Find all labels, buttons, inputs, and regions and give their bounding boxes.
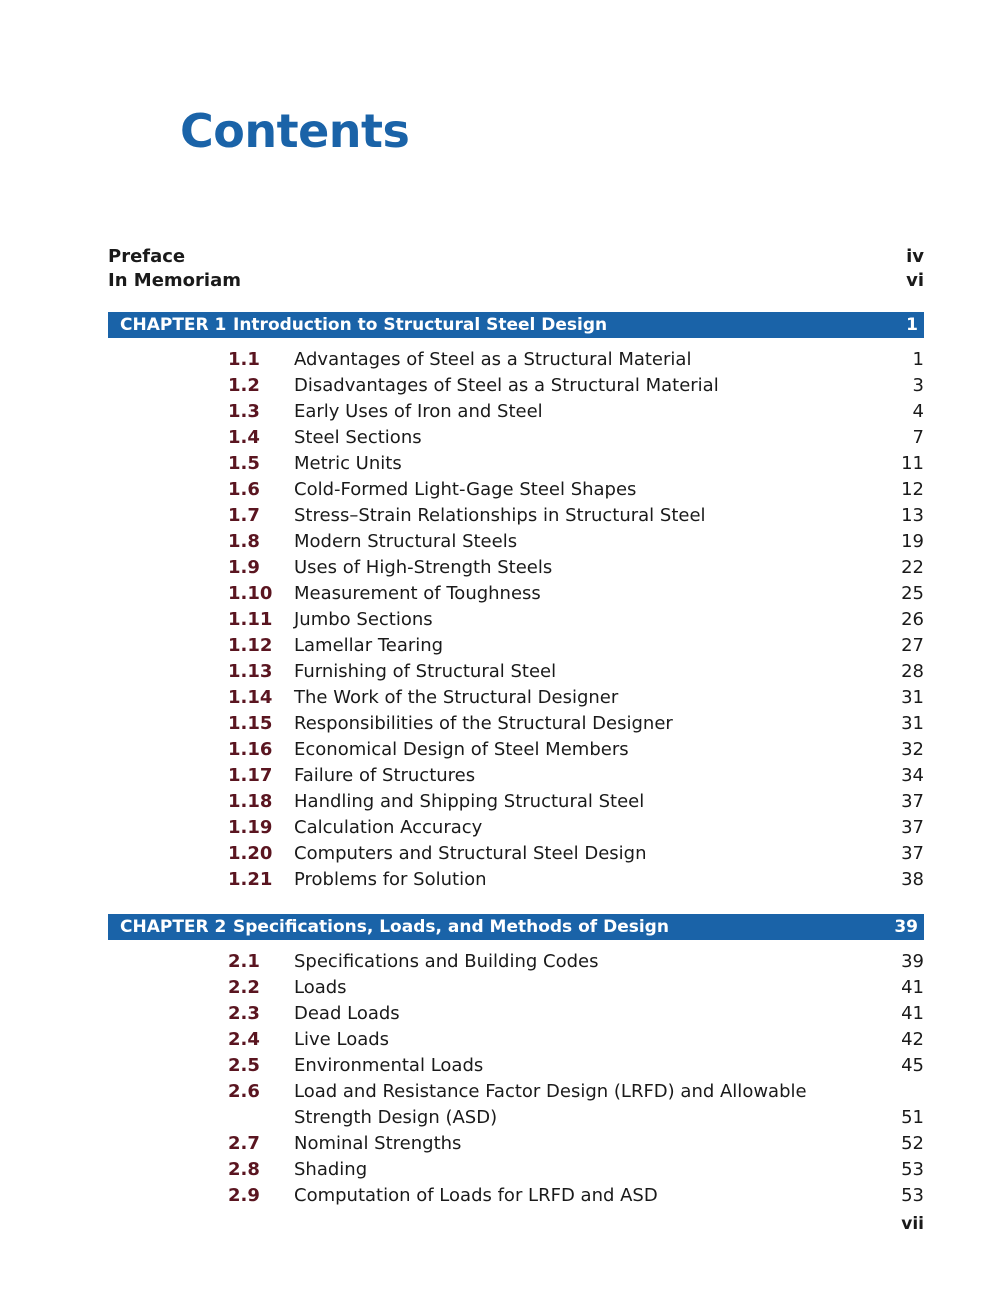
entry-page: iv — [906, 245, 924, 267]
section-title-line: Furnishing of Structural Steel — [294, 661, 557, 682]
section-title — [294, 1157, 864, 1183]
section-number: 1.2 — [228, 375, 260, 396]
section-number: 1.1 — [228, 349, 260, 370]
toc-entry[interactable] — [228, 1027, 924, 1053]
section-page: 3 — [912, 375, 924, 396]
section-page: 26 — [901, 609, 924, 630]
chapter-page: 39 — [894, 917, 918, 937]
section-page: 41 — [901, 977, 924, 998]
section-title-line: Early Uses of Iron and Steel — [294, 401, 543, 422]
section-title-line: Lamellar Tearing — [294, 635, 444, 656]
toc-entry[interactable] — [228, 815, 924, 841]
section-number: 2.6 — [228, 1081, 260, 1102]
section-title — [294, 975, 864, 1001]
section-title — [294, 1001, 864, 1027]
section-page: 53 — [901, 1159, 924, 1180]
section-title — [294, 373, 864, 399]
section-title-line: Loads — [294, 977, 347, 998]
chapter-2-heading[interactable] — [108, 914, 924, 940]
section-number: 1.20 — [228, 843, 273, 864]
section-number: 2.2 — [228, 977, 260, 998]
chapter-label: CHAPTER 1 — [120, 315, 227, 335]
section-number: 1.16 — [228, 739, 273, 760]
toc-entry[interactable] — [228, 867, 924, 893]
section-title — [294, 737, 864, 763]
toc-entry[interactable] — [228, 1131, 924, 1157]
section-number: 1.7 — [228, 505, 260, 526]
toc-entry[interactable] — [228, 555, 924, 581]
section-title-line: Dead Loads — [294, 1003, 400, 1024]
section-page: 7 — [912, 427, 924, 448]
section-title-line: Load and Resistance Factor Design (LRFD) and Allowable — [294, 1081, 807, 1102]
toc-entry[interactable] — [228, 477, 924, 503]
section-number: 1.18 — [228, 791, 273, 812]
toc-entry[interactable] — [228, 789, 924, 815]
section-title — [294, 503, 864, 529]
chapter-title: Introduction to Structural Steel Design — [233, 315, 608, 335]
section-title — [294, 685, 864, 711]
section-page: 34 — [901, 765, 924, 786]
chapter-1-sections — [228, 347, 924, 893]
section-number: 1.8 — [228, 531, 260, 552]
toc-entry[interactable] — [228, 975, 924, 1001]
toc-entry[interactable] — [228, 763, 924, 789]
toc-entry[interactable] — [228, 399, 924, 425]
section-title-line: Steel Sections — [294, 427, 422, 448]
section-number: 1.12 — [228, 635, 273, 656]
section-title — [294, 867, 864, 893]
section-title-line: Calculation Accuracy — [294, 817, 483, 838]
toc-entry[interactable] — [228, 711, 924, 737]
section-title-line: Strength Design (ASD) — [294, 1107, 498, 1128]
section-page: 52 — [901, 1133, 924, 1154]
section-title — [294, 789, 864, 815]
chapter-page: 1 — [906, 315, 918, 335]
toc-entry[interactable] — [228, 1157, 924, 1183]
toc-entry[interactable] — [228, 1053, 924, 1079]
section-page: 39 — [901, 951, 924, 972]
section-title-line: Failure of Structures — [294, 765, 476, 786]
section-title — [294, 399, 864, 425]
section-title — [294, 581, 864, 607]
section-title-line: Stress–Strain Relationships in Structural Steel — [294, 505, 706, 526]
toc-entry[interactable] — [228, 373, 924, 399]
section-title-line: Measurement of Toughness — [294, 583, 541, 604]
section-page: 11 — [901, 453, 924, 474]
section-title-line: Uses of High-Strength Steels — [294, 557, 553, 578]
section-title — [294, 1079, 864, 1131]
section-title-line: The Work of the Structural Designer — [294, 687, 619, 708]
section-title — [294, 949, 864, 975]
section-title — [294, 607, 864, 633]
toc-entry[interactable] — [228, 659, 924, 685]
toc-entry[interactable] — [228, 633, 924, 659]
section-title — [294, 763, 864, 789]
section-page: 1 — [912, 349, 924, 370]
section-title-line: Live Loads — [294, 1029, 390, 1050]
section-title — [294, 1131, 864, 1157]
section-number: 2.9 — [228, 1185, 260, 1206]
section-title — [294, 451, 864, 477]
section-title-line: Environmental Loads — [294, 1055, 484, 1076]
section-title — [294, 815, 864, 841]
section-title-line: Responsibilities of the Structural Designer — [294, 713, 673, 734]
section-title — [294, 347, 864, 373]
section-title-line: Economical Design of Steel Members — [294, 739, 629, 760]
section-title-line: Advantages of Steel as a Structural Material — [294, 349, 692, 370]
section-number: 1.11 — [228, 609, 273, 630]
section-title-line: Computation of Loads for LRFD and ASD — [294, 1185, 658, 1206]
section-title — [294, 477, 864, 503]
section-number: 1.4 — [228, 427, 260, 448]
section-page: 19 — [901, 531, 924, 552]
section-title — [294, 659, 864, 685]
section-number: 2.8 — [228, 1159, 260, 1180]
section-page: 37 — [901, 817, 924, 838]
section-page: 42 — [901, 1029, 924, 1050]
section-number: 1.21 — [228, 869, 273, 890]
section-page: 22 — [901, 557, 924, 578]
section-title — [294, 555, 864, 581]
page-number: vii — [901, 1214, 924, 1234]
section-title — [294, 1053, 864, 1079]
toc-entry[interactable] — [228, 581, 924, 607]
section-title-line: Disadvantages of Steel as a Structural Material — [294, 375, 719, 396]
section-number: 1.14 — [228, 687, 273, 708]
chapter-label: CHAPTER 2 — [120, 917, 227, 937]
section-page: 37 — [901, 843, 924, 864]
section-number: 1.9 — [228, 557, 260, 578]
section-page: 28 — [901, 661, 924, 682]
entry-page: vi — [906, 269, 924, 291]
section-title — [294, 1027, 864, 1053]
toc-entry[interactable] — [228, 1183, 924, 1209]
toc-entry[interactable] — [228, 451, 924, 477]
section-page: 13 — [901, 505, 924, 526]
section-title-line: Problems for Solution — [294, 869, 487, 890]
toc-entry[interactable] — [228, 1001, 924, 1027]
toc-entry[interactable] — [228, 737, 924, 763]
section-number: 1.6 — [228, 479, 260, 500]
section-page: 45 — [901, 1055, 924, 1076]
entry-title: Preface — [108, 245, 186, 267]
section-title — [294, 425, 864, 451]
section-title — [294, 529, 864, 555]
section-page: 31 — [901, 713, 924, 734]
chapter-title: Specifications, Loads, and Methods of Design — [233, 917, 669, 937]
section-number: 1.10 — [228, 583, 273, 604]
toc-entry[interactable] — [228, 347, 924, 373]
section-title-line: Specifications and Building Codes — [294, 951, 599, 972]
section-title — [294, 1183, 864, 1209]
toc-entry[interactable] — [228, 503, 924, 529]
section-title — [294, 841, 864, 867]
section-page: 31 — [901, 687, 924, 708]
toc-entry[interactable] — [228, 841, 924, 867]
section-page: 12 — [901, 479, 924, 500]
section-title-line: Shading — [294, 1159, 368, 1180]
section-title-line: Handling and Shipping Structural Steel — [294, 791, 645, 812]
section-number: 1.3 — [228, 401, 260, 422]
section-title-line: Nominal Strengths — [294, 1133, 462, 1154]
section-page: 27 — [901, 635, 924, 656]
toc-entry-preface[interactable] — [108, 244, 924, 268]
section-title — [294, 633, 864, 659]
section-page: 41 — [901, 1003, 924, 1024]
section-page: 51 — [901, 1107, 924, 1128]
section-title-line: Metric Units — [294, 453, 402, 474]
section-number: 2.5 — [228, 1055, 260, 1076]
section-number: 2.4 — [228, 1029, 260, 1050]
section-number: 1.5 — [228, 453, 260, 474]
toc-entry-in-memoriam[interactable] — [108, 268, 924, 292]
section-page: 25 — [901, 583, 924, 604]
section-title-line: Computers and Structural Steel Design — [294, 843, 647, 864]
chapter-2-sections — [228, 949, 924, 1209]
section-page: 38 — [901, 869, 924, 890]
section-number: 2.1 — [228, 951, 260, 972]
section-title — [294, 711, 864, 737]
entry-title: In Memoriam — [108, 269, 241, 291]
section-number: 1.13 — [228, 661, 273, 682]
toc-entry[interactable] — [228, 607, 924, 633]
section-title-line: Modern Structural Steels — [294, 531, 518, 552]
toc-entry[interactable] — [228, 685, 924, 711]
section-number: 1.17 — [228, 765, 273, 786]
section-title-line: Jumbo Sections — [294, 609, 433, 630]
toc-entry[interactable] — [228, 949, 924, 975]
toc-entry[interactable] — [228, 1079, 924, 1131]
toc-entry[interactable] — [228, 529, 924, 555]
section-number: 1.19 — [228, 817, 273, 838]
section-number: 2.7 — [228, 1133, 260, 1154]
section-page: 32 — [901, 739, 924, 760]
page-title: Contents — [180, 104, 410, 158]
section-number: 1.15 — [228, 713, 273, 734]
section-page: 37 — [901, 791, 924, 812]
chapter-1-heading[interactable] — [108, 312, 924, 338]
section-number: 2.3 — [228, 1003, 260, 1024]
section-page: 53 — [901, 1185, 924, 1206]
section-page: 4 — [912, 401, 924, 422]
section-title-line: Cold-Formed Light-Gage Steel Shapes — [294, 479, 637, 500]
toc-entry[interactable] — [228, 425, 924, 451]
